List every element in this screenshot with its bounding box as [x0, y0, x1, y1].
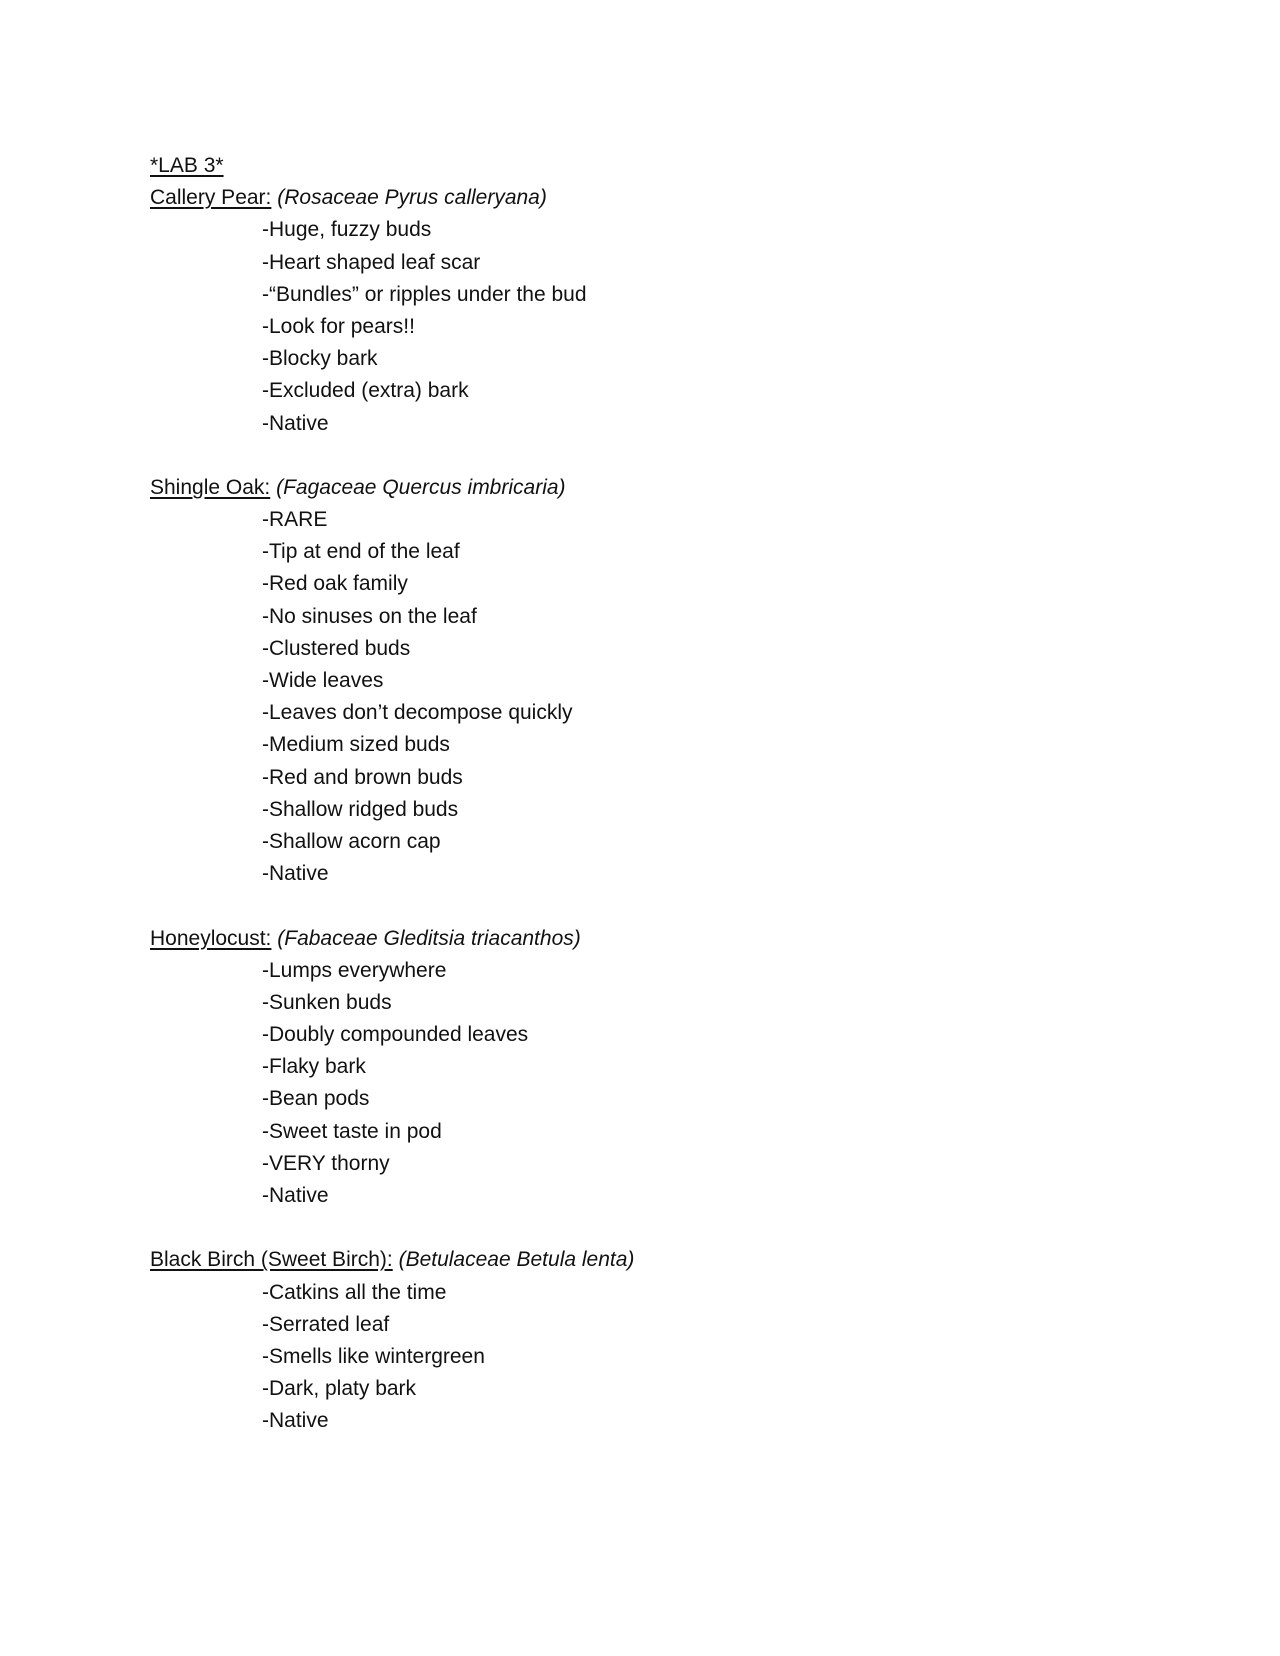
trait-item: -Blocky bark: [262, 347, 378, 371]
trait-item: -Heart shaped leaf scar: [262, 250, 481, 274]
trait-item: -Shallow ridged buds: [262, 797, 459, 821]
trait-item: -VERY thorny: [262, 1151, 390, 1175]
species-common-name: Black Birch (Sweet Birch):: [150, 1248, 393, 1272]
blank-line: [150, 440, 1150, 472]
trait-item: -Native: [262, 862, 329, 886]
trait-item: -Medium sized buds: [262, 733, 450, 757]
trait-item: -Catkins all the time: [262, 1280, 447, 1304]
doc-title-line: [150, 150, 1150, 182]
trait-item: -“Bundles” or ripples under the bud: [262, 282, 587, 306]
species-common-name: Honeylocust:: [150, 926, 272, 950]
species-heading: [150, 472, 1150, 504]
trait-item: -Doubly compounded leaves: [262, 1023, 529, 1047]
blank-line: [150, 890, 1150, 922]
species-common-name: Callery Pear:: [150, 186, 272, 210]
species-heading: [150, 923, 1150, 955]
trait-item: -RARE: [262, 508, 328, 532]
trait-item: -Sweet taste in pod: [262, 1119, 442, 1143]
species-scientific-name: (Fabaceae Gleditsia triacanthos): [277, 926, 581, 950]
blank-line: [150, 1212, 1150, 1244]
trait-item: -Sunken buds: [262, 990, 392, 1014]
species-scientific-name: (Fagaceae Quercus imbricaria): [276, 475, 566, 499]
species-heading: [150, 1244, 1150, 1276]
trait-item: -Clustered buds: [262, 636, 411, 660]
trait-item: -Leaves don’t decompose quickly: [262, 701, 573, 725]
trait-item: -Native: [262, 411, 329, 435]
trait-item: -Look for pears!!: [262, 314, 415, 338]
doc-title: *LAB 3*: [150, 154, 224, 177]
species-scientific-name: (Betulaceae Betula lenta): [398, 1248, 635, 1272]
species-heading: [150, 182, 1150, 214]
trait-item: -Native: [262, 1409, 329, 1433]
trait-item: -Shallow acorn cap: [262, 829, 441, 853]
trait-item: -Red and brown buds: [262, 765, 463, 789]
trait-item: -Wide leaves: [262, 669, 384, 692]
sections-container: [150, 182, 1150, 1437]
trait-item: -Huge, fuzzy buds: [262, 218, 432, 242]
trait-item: -Flaky bark: [262, 1055, 366, 1079]
trait-item: -Lumps everywhere: [262, 958, 447, 982]
species-scientific-name: (Rosaceae Pyrus calleryana): [277, 186, 547, 210]
trait-item: -Serrated leaf: [262, 1312, 390, 1336]
trait-item: -Dark, platy bark: [262, 1377, 417, 1401]
trait-item: -Tip at end of the leaf: [262, 540, 460, 564]
document-page: [150, 150, 1150, 1438]
trait-item: -Smells like wintergreen: [262, 1344, 485, 1368]
trait-item: -Red oak family: [262, 572, 408, 596]
trait-item: -Excluded (extra) bark: [262, 379, 469, 403]
trait-item: -Native: [262, 1184, 329, 1207]
trait-item: -Bean pods: [262, 1087, 370, 1111]
trait-item: -No sinuses on the leaf: [262, 604, 477, 628]
species-common-name: Shingle Oak:: [150, 475, 271, 499]
